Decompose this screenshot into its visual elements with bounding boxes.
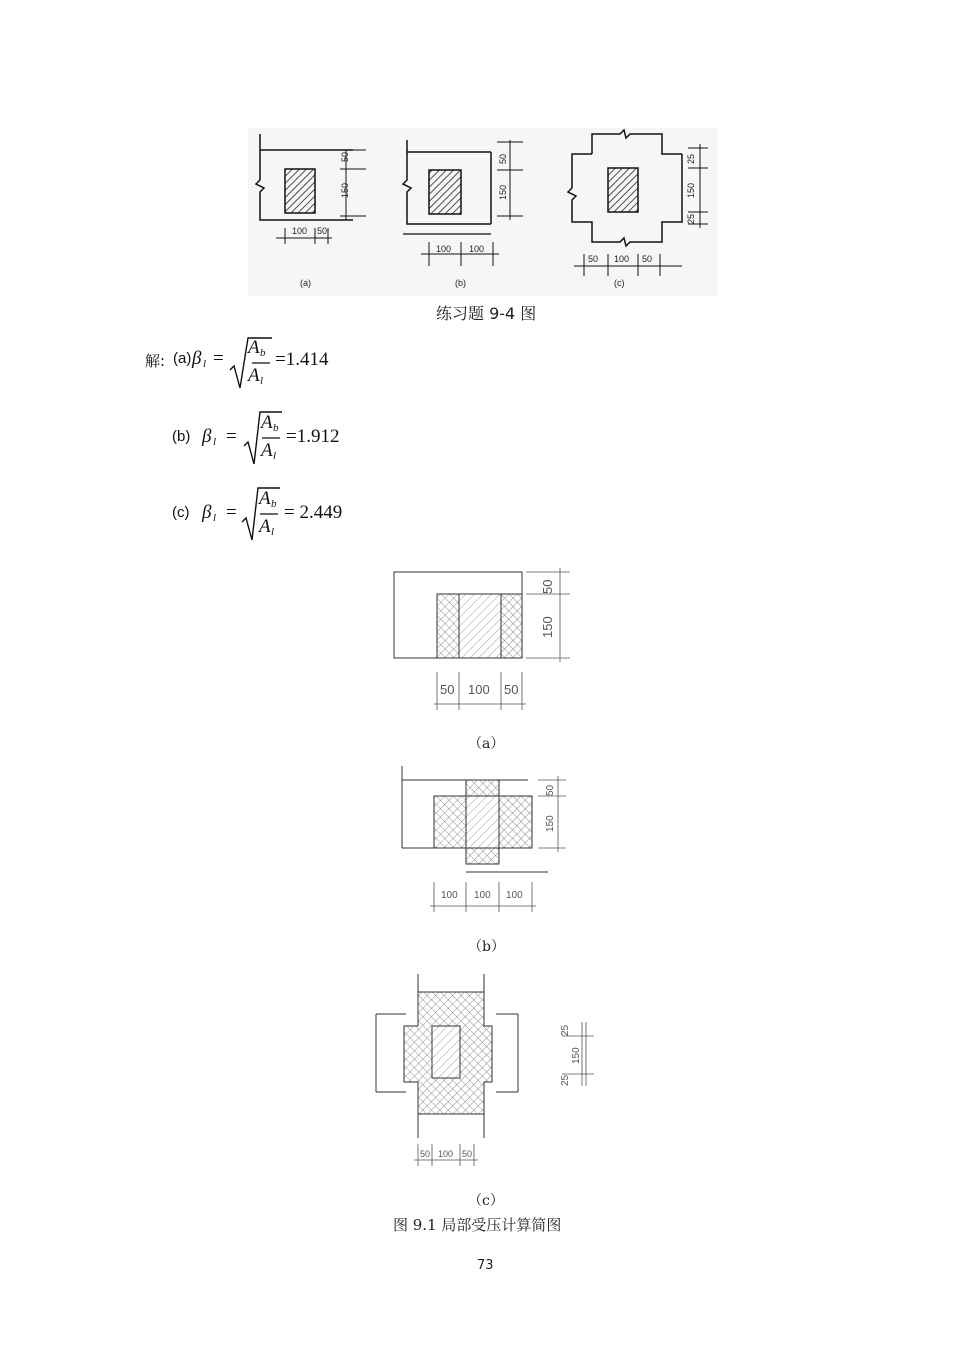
solution-prefix: 解: — [145, 352, 166, 370]
dim-91a-50a: 50 — [440, 682, 455, 697]
figure-91-a — [390, 568, 580, 718]
label-c: (c) — [614, 278, 625, 288]
dim-91a-150: 150 — [540, 616, 555, 638]
figure-91-b — [398, 766, 578, 916]
den-sub-c: l — [271, 526, 275, 538]
num-a: A — [248, 337, 260, 358]
num-sub-c: b — [271, 498, 277, 510]
beta-symbol-c: β — [202, 502, 212, 523]
dim-b-100b: 100 — [469, 244, 485, 254]
dim-91c-25b: 25 — [560, 1074, 571, 1086]
dim-c-150: 150 — [686, 182, 696, 198]
num-sub-b: b — [273, 422, 279, 434]
beta-sub-a: l — [203, 358, 207, 370]
den-b: A — [261, 440, 273, 461]
dim-91c-50b: 50 — [462, 1149, 473, 1159]
equation-c: (c) β l = A b A l = 2.449 — [172, 486, 372, 542]
exercise-figure-c — [568, 130, 708, 288]
part-label-a: (a) — [173, 350, 192, 367]
exercise-figure-b — [403, 140, 523, 288]
dim-c-100: 100 — [614, 254, 630, 264]
den-c: A — [259, 516, 271, 537]
dim-a-50h: 50 — [317, 226, 328, 236]
part-label-c: (c) — [172, 504, 190, 521]
dim-c-50a: 50 — [588, 254, 599, 264]
dim-91c-150: 150 — [571, 1047, 582, 1064]
dim-91c-25a: 25 — [560, 1024, 571, 1036]
beta-symbol-b: β — [202, 426, 212, 447]
equation-b: (b) β l = A b A l =1.912 — [172, 410, 372, 466]
den-a: A — [248, 365, 260, 386]
dim-b-100a: 100 — [436, 244, 452, 254]
dim-c-25a: 25 — [686, 153, 696, 164]
figure-91-c — [372, 974, 602, 1174]
result-c: = 2.449 — [284, 502, 343, 523]
num-sub-a: b — [260, 347, 266, 359]
den-sub-a: l — [260, 375, 264, 387]
dim-a-50: 50 — [340, 151, 350, 162]
page-number: 73 — [477, 1258, 494, 1273]
dim-b-50: 50 — [498, 153, 508, 164]
dim-c-50b: 50 — [642, 254, 653, 264]
den-sub-b: l — [273, 450, 277, 462]
caption-91-c: （c） — [468, 1193, 504, 1209]
beta-sub-c: l — [213, 512, 217, 524]
dim-91b-150: 150 — [545, 815, 556, 832]
dim-91b-100c: 100 — [506, 890, 523, 901]
figure-91-title: 图 9.1 局部受压计算简图 — [393, 1216, 562, 1234]
label-b: (b) — [455, 278, 466, 288]
dim-91c-100: 100 — [438, 1149, 454, 1159]
dim-b-150: 150 — [498, 184, 508, 200]
dim-91b-50v: 50 — [545, 784, 556, 796]
num-c: A — [259, 488, 271, 509]
dim-91b-100a: 100 — [441, 890, 458, 901]
part-label-b: (b) — [172, 428, 191, 445]
dim-c-25b: 25 — [686, 213, 696, 224]
exercise-figure — [248, 128, 718, 296]
exercise-figure-a — [256, 134, 366, 288]
result-b: =1.912 — [286, 426, 340, 447]
caption-91-b: （b） — [468, 939, 505, 955]
dim-91a-50v: 50 — [540, 579, 555, 594]
num-b: A — [261, 412, 273, 433]
dim-91a-100: 100 — [468, 682, 490, 697]
dim-91a-50b: 50 — [504, 682, 519, 697]
beta-sub-b: l — [213, 436, 217, 448]
dim-91c-50a: 50 — [420, 1149, 431, 1159]
beta-symbol-a: β — [192, 348, 202, 369]
caption-91-a: （a） — [468, 736, 505, 752]
exercise-figure-drawing — [248, 128, 718, 296]
result-a: =1.414 — [275, 349, 329, 370]
dim-a-100: 100 — [292, 226, 308, 236]
dim-91b-100b: 100 — [474, 890, 491, 901]
dim-a-150: 150 — [340, 182, 350, 198]
equation-a: 解: (a) β l = A b A l =1.414 — [145, 336, 345, 392]
exercise-figure-caption: 练习题 9-4 图 — [436, 304, 537, 323]
label-a: (a) — [300, 278, 311, 288]
